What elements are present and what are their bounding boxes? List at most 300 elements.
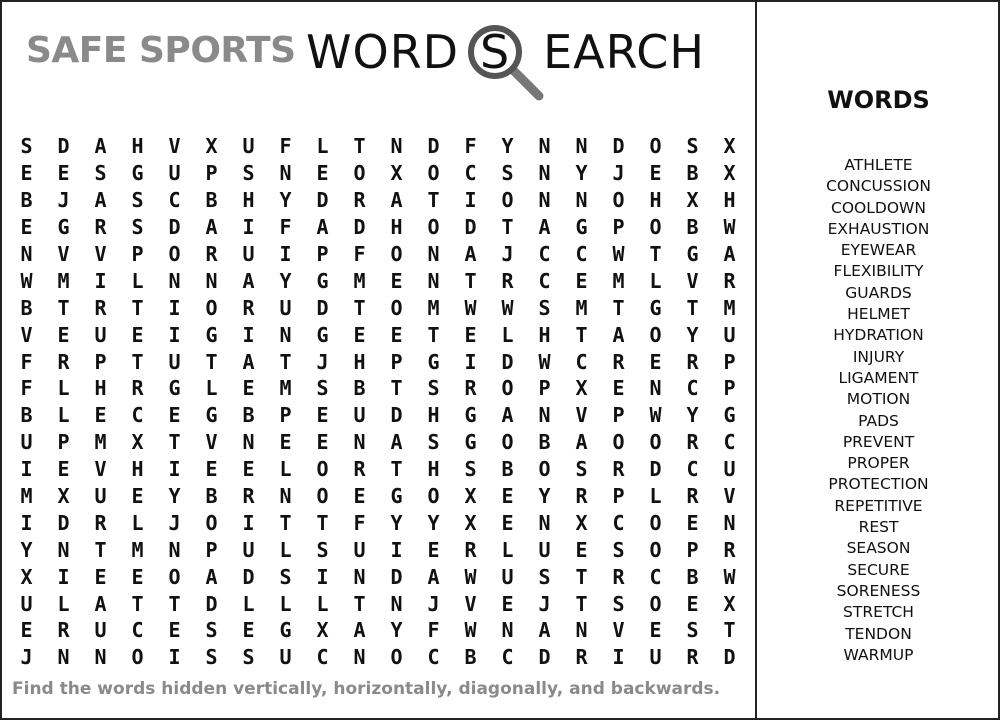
- grid-cell[interactable]: A: [242, 268, 255, 293]
- grid-cell[interactable]: O: [649, 591, 662, 616]
- grid-cell[interactable]: R: [57, 618, 70, 643]
- grid-cell[interactable]: G: [686, 242, 699, 266]
- grid-cell[interactable]: T: [723, 618, 736, 643]
- grid-cell[interactable]: W: [649, 403, 662, 428]
- grid-cell[interactable]: H: [427, 457, 440, 482]
- grid-cell[interactable]: P: [612, 403, 625, 428]
- grid-cell[interactable]: O: [353, 161, 366, 186]
- grid-cell[interactable]: W: [723, 564, 736, 589]
- grid-cell[interactable]: T: [390, 457, 403, 482]
- grid-cell[interactable]: N: [575, 188, 588, 213]
- grid-cell[interactable]: L: [649, 268, 662, 293]
- grid-cell[interactable]: J: [612, 161, 625, 186]
- grid-cell[interactable]: N: [57, 645, 70, 670]
- grid-cell[interactable]: P: [723, 376, 736, 401]
- grid-cell[interactable]: R: [205, 242, 218, 266]
- grid-cell[interactable]: S: [427, 430, 440, 455]
- grid-cell[interactable]: G: [57, 215, 70, 240]
- grid-cell[interactable]: V: [612, 618, 625, 643]
- grid-cell[interactable]: P: [57, 430, 70, 455]
- grid-cell[interactable]: R: [94, 510, 107, 535]
- grid-cell[interactable]: S: [612, 591, 625, 616]
- grid-cell[interactable]: T: [353, 591, 366, 616]
- grid-cell[interactable]: R: [57, 349, 70, 374]
- grid-cell[interactable]: X: [390, 161, 403, 186]
- grid-cell[interactable]: O: [501, 430, 514, 455]
- grid-cell[interactable]: O: [390, 295, 403, 320]
- grid-cell[interactable]: F: [353, 242, 366, 266]
- grid-cell[interactable]: O: [501, 188, 514, 213]
- grid-cell[interactable]: H: [131, 134, 144, 159]
- grid-cell[interactable]: E: [242, 376, 255, 401]
- grid-cell[interactable]: S: [316, 537, 329, 562]
- grid-cell[interactable]: D: [168, 215, 181, 240]
- grid-cell[interactable]: A: [390, 430, 403, 455]
- grid-cell[interactable]: O: [649, 510, 662, 535]
- grid-cell[interactable]: W: [538, 349, 551, 374]
- grid-cell[interactable]: E: [575, 537, 588, 562]
- grid-cell[interactable]: I: [242, 215, 255, 240]
- grid-cell[interactable]: O: [427, 215, 440, 240]
- grid-cell[interactable]: S: [612, 537, 625, 562]
- grid-cell[interactable]: A: [94, 134, 107, 159]
- grid-cell[interactable]: L: [501, 537, 514, 562]
- grid-cell[interactable]: G: [649, 295, 662, 320]
- grid-cell[interactable]: N: [353, 645, 366, 670]
- grid-cell[interactable]: N: [279, 484, 292, 509]
- grid-cell[interactable]: H: [353, 349, 366, 374]
- grid-cell[interactable]: X: [131, 430, 144, 455]
- grid-cell[interactable]: N: [205, 268, 218, 293]
- grid-cell[interactable]: T: [279, 510, 292, 535]
- grid-cell[interactable]: T: [353, 134, 366, 159]
- grid-cell[interactable]: U: [20, 430, 33, 455]
- grid-cell[interactable]: N: [168, 537, 181, 562]
- grid-cell[interactable]: V: [57, 242, 70, 266]
- grid-cell[interactable]: N: [168, 268, 181, 293]
- grid-cell[interactable]: R: [242, 484, 255, 509]
- grid-cell[interactable]: N: [57, 537, 70, 562]
- grid-cell[interactable]: T: [464, 268, 477, 293]
- grid-cell[interactable]: R: [464, 537, 477, 562]
- grid-cell[interactable]: N: [279, 322, 292, 347]
- grid-cell[interactable]: N: [538, 134, 551, 159]
- grid-cell[interactable]: R: [686, 349, 699, 374]
- grid-cell[interactable]: P: [612, 484, 625, 509]
- grid-cell[interactable]: T: [168, 591, 181, 616]
- grid-cell[interactable]: E: [242, 457, 255, 482]
- grid-cell[interactable]: E: [501, 484, 514, 509]
- grid-cell[interactable]: G: [316, 322, 329, 347]
- grid-cell[interactable]: S: [205, 618, 218, 643]
- grid-cell[interactable]: X: [464, 484, 477, 509]
- grid-cell[interactable]: W: [723, 215, 736, 240]
- grid-cell[interactable]: R: [575, 484, 588, 509]
- grid-cell[interactable]: N: [390, 134, 403, 159]
- grid-cell[interactable]: T: [612, 295, 625, 320]
- grid-cell[interactable]: G: [316, 268, 329, 293]
- grid-cell[interactable]: E: [131, 564, 144, 589]
- grid-cell[interactable]: T: [205, 349, 218, 374]
- grid-cell[interactable]: A: [501, 403, 514, 428]
- grid-cell[interactable]: V: [20, 322, 33, 347]
- grid-cell[interactable]: E: [168, 403, 181, 428]
- grid-cell[interactable]: E: [353, 484, 366, 509]
- grid-cell[interactable]: P: [686, 537, 699, 562]
- grid-cell[interactable]: C: [538, 268, 551, 293]
- grid-cell[interactable]: P: [612, 215, 625, 240]
- grid-cell[interactable]: C: [538, 242, 551, 266]
- grid-cell[interactable]: T: [353, 295, 366, 320]
- grid-cell[interactable]: F: [279, 134, 292, 159]
- grid-cell[interactable]: Y: [686, 403, 699, 428]
- grid-cell[interactable]: G: [205, 403, 218, 428]
- grid-cell[interactable]: M: [427, 295, 440, 320]
- grid-cell[interactable]: P: [131, 242, 144, 266]
- grid-cell[interactable]: W: [464, 295, 477, 320]
- grid-cell[interactable]: V: [575, 403, 588, 428]
- grid-cell[interactable]: E: [316, 403, 329, 428]
- grid-cell[interactable]: A: [538, 215, 551, 240]
- grid-cell[interactable]: I: [57, 564, 70, 589]
- grid-cell[interactable]: S: [501, 161, 514, 186]
- grid-cell[interactable]: X: [316, 618, 329, 643]
- grid-cell[interactable]: E: [390, 322, 403, 347]
- grid-cell[interactable]: T: [390, 376, 403, 401]
- grid-cell[interactable]: I: [242, 510, 255, 535]
- grid-cell[interactable]: T: [168, 430, 181, 455]
- grid-cell[interactable]: E: [131, 322, 144, 347]
- grid-cell[interactable]: E: [501, 510, 514, 535]
- grid-cell[interactable]: E: [686, 510, 699, 535]
- grid-cell[interactable]: W: [20, 268, 33, 293]
- grid-cell[interactable]: S: [316, 376, 329, 401]
- grid-cell[interactable]: N: [427, 268, 440, 293]
- grid-cell[interactable]: D: [57, 510, 70, 535]
- grid-cell[interactable]: N: [575, 134, 588, 159]
- grid-cell[interactable]: Y: [390, 618, 403, 643]
- grid-cell[interactable]: A: [205, 215, 218, 240]
- grid-cell[interactable]: T: [316, 510, 329, 535]
- grid-cell[interactable]: G: [427, 349, 440, 374]
- grid-cell[interactable]: T: [649, 242, 662, 266]
- grid-cell[interactable]: E: [20, 618, 33, 643]
- grid-cell[interactable]: U: [242, 134, 255, 159]
- grid-cell[interactable]: M: [353, 268, 366, 293]
- grid-cell[interactable]: U: [94, 322, 107, 347]
- grid-cell[interactable]: R: [464, 376, 477, 401]
- grid-cell[interactable]: T: [427, 188, 440, 213]
- grid-cell[interactable]: H: [390, 215, 403, 240]
- grid-cell[interactable]: J: [501, 242, 514, 266]
- grid-cell[interactable]: A: [242, 349, 255, 374]
- grid-cell[interactable]: T: [131, 591, 144, 616]
- grid-cell[interactable]: G: [205, 322, 218, 347]
- grid-cell[interactable]: W: [464, 564, 477, 589]
- grid-cell[interactable]: T: [575, 322, 588, 347]
- grid-cell[interactable]: O: [538, 457, 551, 482]
- grid-cell[interactable]: X: [723, 591, 736, 616]
- grid-cell[interactable]: E: [20, 215, 33, 240]
- grid-cell[interactable]: S: [131, 188, 144, 213]
- grid-cell[interactable]: O: [501, 376, 514, 401]
- grid-cell[interactable]: S: [575, 457, 588, 482]
- grid-cell[interactable]: R: [575, 645, 588, 670]
- grid-cell[interactable]: B: [242, 403, 255, 428]
- grid-cell[interactable]: E: [649, 349, 662, 374]
- grid-cell[interactable]: B: [686, 564, 699, 589]
- grid-cell[interactable]: A: [464, 242, 477, 266]
- grid-cell[interactable]: R: [131, 376, 144, 401]
- grid-cell[interactable]: O: [316, 457, 329, 482]
- grid-cell[interactable]: A: [316, 215, 329, 240]
- grid-cell[interactable]: D: [538, 645, 551, 670]
- grid-cell[interactable]: N: [723, 510, 736, 535]
- grid-cell[interactable]: I: [168, 645, 181, 670]
- grid-cell[interactable]: I: [20, 510, 33, 535]
- grid-cell[interactable]: D: [205, 591, 218, 616]
- grid-cell[interactable]: T: [427, 322, 440, 347]
- grid-cell[interactable]: M: [723, 295, 736, 320]
- grid-cell[interactable]: T: [575, 564, 588, 589]
- grid-cell[interactable]: X: [205, 134, 218, 159]
- grid-cell[interactable]: C: [316, 645, 329, 670]
- grid-cell[interactable]: F: [20, 349, 33, 374]
- grid-cell[interactable]: B: [686, 161, 699, 186]
- grid-cell[interactable]: E: [464, 322, 477, 347]
- grid-cell[interactable]: L: [57, 403, 70, 428]
- grid-cell[interactable]: O: [649, 322, 662, 347]
- grid-cell[interactable]: R: [612, 564, 625, 589]
- grid-cell[interactable]: O: [649, 430, 662, 455]
- grid-cell[interactable]: S: [131, 215, 144, 240]
- grid-cell[interactable]: O: [649, 134, 662, 159]
- grid-cell[interactable]: J: [57, 188, 70, 213]
- grid-cell[interactable]: L: [242, 591, 255, 616]
- grid-cell[interactable]: U: [279, 645, 292, 670]
- grid-cell[interactable]: M: [57, 268, 70, 293]
- grid-cell[interactable]: F: [464, 134, 477, 159]
- grid-cell[interactable]: S: [686, 618, 699, 643]
- grid-cell[interactable]: J: [168, 510, 181, 535]
- grid-cell[interactable]: D: [427, 134, 440, 159]
- grid-cell[interactable]: E: [57, 322, 70, 347]
- grid-cell[interactable]: X: [723, 134, 736, 159]
- grid-cell[interactable]: S: [538, 564, 551, 589]
- grid-cell[interactable]: O: [168, 242, 181, 266]
- grid-cell[interactable]: C: [168, 188, 181, 213]
- grid-cell[interactable]: E: [686, 591, 699, 616]
- grid-cell[interactable]: O: [205, 510, 218, 535]
- grid-cell[interactable]: D: [612, 134, 625, 159]
- grid-cell[interactable]: B: [353, 376, 366, 401]
- grid-cell[interactable]: E: [316, 430, 329, 455]
- grid-cell[interactable]: A: [94, 188, 107, 213]
- grid-cell[interactable]: S: [94, 161, 107, 186]
- grid-cell[interactable]: R: [723, 268, 736, 293]
- grid-cell[interactable]: J: [427, 591, 440, 616]
- grid-cell[interactable]: N: [353, 430, 366, 455]
- grid-cell[interactable]: M: [279, 376, 292, 401]
- grid-cell[interactable]: S: [20, 134, 33, 159]
- grid-cell[interactable]: U: [168, 349, 181, 374]
- grid-cell[interactable]: O: [390, 242, 403, 266]
- grid-cell[interactable]: P: [94, 349, 107, 374]
- grid-cell[interactable]: G: [575, 215, 588, 240]
- grid-cell[interactable]: D: [723, 645, 736, 670]
- grid-cell[interactable]: R: [353, 188, 366, 213]
- grid-cell[interactable]: Y: [168, 484, 181, 509]
- grid-cell[interactable]: B: [205, 188, 218, 213]
- grid-cell[interactable]: D: [649, 457, 662, 482]
- grid-cell[interactable]: E: [353, 322, 366, 347]
- grid-cell[interactable]: C: [723, 430, 736, 455]
- grid-cell[interactable]: G: [723, 403, 736, 428]
- grid-cell[interactable]: V: [686, 268, 699, 293]
- grid-cell[interactable]: N: [390, 591, 403, 616]
- grid-cell[interactable]: O: [316, 484, 329, 509]
- grid-cell[interactable]: U: [353, 537, 366, 562]
- grid-cell[interactable]: P: [390, 349, 403, 374]
- grid-cell[interactable]: P: [723, 349, 736, 374]
- grid-cell[interactable]: E: [649, 161, 662, 186]
- grid-cell[interactable]: Y: [501, 134, 514, 159]
- grid-cell[interactable]: R: [353, 457, 366, 482]
- grid-cell[interactable]: A: [353, 618, 366, 643]
- grid-cell[interactable]: E: [242, 618, 255, 643]
- grid-cell[interactable]: B: [205, 484, 218, 509]
- letter-grid[interactable]: [8, 133, 748, 671]
- grid-cell[interactable]: D: [390, 564, 403, 589]
- grid-cell[interactable]: I: [612, 645, 625, 670]
- grid-cell[interactable]: F: [427, 618, 440, 643]
- grid-cell[interactable]: R: [686, 484, 699, 509]
- grid-cell[interactable]: U: [94, 618, 107, 643]
- grid-cell[interactable]: X: [575, 376, 588, 401]
- grid-cell[interactable]: F: [353, 510, 366, 535]
- grid-cell[interactable]: N: [538, 510, 551, 535]
- grid-cell[interactable]: M: [575, 295, 588, 320]
- grid-cell[interactable]: A: [538, 618, 551, 643]
- grid-cell[interactable]: S: [242, 161, 255, 186]
- grid-cell[interactable]: L: [316, 134, 329, 159]
- grid-cell[interactable]: H: [723, 188, 736, 213]
- grid-cell[interactable]: X: [723, 161, 736, 186]
- grid-cell[interactable]: M: [612, 268, 625, 293]
- grid-cell[interactable]: D: [501, 349, 514, 374]
- grid-cell[interactable]: D: [390, 403, 403, 428]
- grid-cell[interactable]: C: [686, 457, 699, 482]
- grid-cell[interactable]: I: [279, 242, 292, 266]
- grid-cell[interactable]: U: [501, 564, 514, 589]
- grid-cell[interactable]: X: [686, 188, 699, 213]
- grid-cell[interactable]: I: [168, 322, 181, 347]
- grid-cell[interactable]: S: [538, 295, 551, 320]
- grid-cell[interactable]: C: [575, 349, 588, 374]
- grid-cell[interactable]: O: [612, 430, 625, 455]
- grid-cell[interactable]: P: [205, 161, 218, 186]
- grid-cell[interactable]: V: [168, 134, 181, 159]
- grid-cell[interactable]: I: [390, 537, 403, 562]
- grid-cell[interactable]: Y: [575, 161, 588, 186]
- grid-cell[interactable]: R: [94, 215, 107, 240]
- grid-cell[interactable]: C: [131, 403, 144, 428]
- grid-cell[interactable]: E: [57, 457, 70, 482]
- grid-cell[interactable]: V: [464, 591, 477, 616]
- grid-cell[interactable]: O: [390, 645, 403, 670]
- grid-cell[interactable]: L: [57, 376, 70, 401]
- grid-cell[interactable]: Y: [427, 510, 440, 535]
- grid-cell[interactable]: B: [686, 215, 699, 240]
- grid-cell[interactable]: E: [316, 161, 329, 186]
- grid-cell[interactable]: I: [242, 322, 255, 347]
- grid-cell[interactable]: E: [575, 268, 588, 293]
- grid-cell[interactable]: A: [723, 242, 736, 266]
- grid-cell[interactable]: S: [279, 564, 292, 589]
- grid-cell[interactable]: U: [94, 484, 107, 509]
- grid-cell[interactable]: T: [686, 295, 699, 320]
- grid-cell[interactable]: N: [242, 430, 255, 455]
- grid-cell[interactable]: O: [427, 484, 440, 509]
- grid-cell[interactable]: W: [612, 242, 625, 266]
- grid-cell[interactable]: X: [464, 510, 477, 535]
- grid-cell[interactable]: I: [316, 564, 329, 589]
- grid-cell[interactable]: F: [20, 376, 33, 401]
- grid-cell[interactable]: H: [427, 403, 440, 428]
- grid-cell[interactable]: U: [242, 537, 255, 562]
- grid-cell[interactable]: R: [94, 295, 107, 320]
- grid-cell[interactable]: V: [94, 457, 107, 482]
- grid-cell[interactable]: U: [649, 645, 662, 670]
- grid-cell[interactable]: U: [538, 537, 551, 562]
- grid-cell[interactable]: G: [464, 403, 477, 428]
- grid-cell[interactable]: N: [649, 376, 662, 401]
- grid-cell[interactable]: B: [20, 403, 33, 428]
- grid-cell[interactable]: J: [20, 645, 33, 670]
- grid-cell[interactable]: C: [575, 242, 588, 266]
- grid-cell[interactable]: O: [649, 215, 662, 240]
- grid-cell[interactable]: N: [20, 242, 33, 266]
- grid-cell[interactable]: G: [131, 161, 144, 186]
- grid-cell[interactable]: E: [131, 484, 144, 509]
- grid-cell[interactable]: B: [20, 188, 33, 213]
- grid-cell[interactable]: G: [464, 430, 477, 455]
- grid-cell[interactable]: B: [20, 295, 33, 320]
- grid-cell[interactable]: C: [464, 161, 477, 186]
- grid-cell[interactable]: E: [168, 618, 181, 643]
- grid-cell[interactable]: A: [612, 322, 625, 347]
- grid-cell[interactable]: Y: [279, 188, 292, 213]
- grid-cell[interactable]: L: [279, 591, 292, 616]
- grid-cell[interactable]: Y: [279, 268, 292, 293]
- grid-cell[interactable]: T: [131, 349, 144, 374]
- grid-cell[interactable]: O: [612, 188, 625, 213]
- grid-cell[interactable]: N: [538, 403, 551, 428]
- grid-cell[interactable]: O: [131, 645, 144, 670]
- grid-cell[interactable]: I: [168, 295, 181, 320]
- grid-cell[interactable]: O: [427, 161, 440, 186]
- grid-cell[interactable]: C: [131, 618, 144, 643]
- grid-cell[interactable]: R: [723, 537, 736, 562]
- grid-cell[interactable]: E: [57, 161, 70, 186]
- grid-cell[interactable]: I: [464, 349, 477, 374]
- grid-cell[interactable]: O: [168, 564, 181, 589]
- grid-cell[interactable]: O: [205, 295, 218, 320]
- grid-cell[interactable]: R: [612, 457, 625, 482]
- grid-cell[interactable]: E: [205, 457, 218, 482]
- grid-cell[interactable]: E: [94, 403, 107, 428]
- grid-cell[interactable]: P: [205, 537, 218, 562]
